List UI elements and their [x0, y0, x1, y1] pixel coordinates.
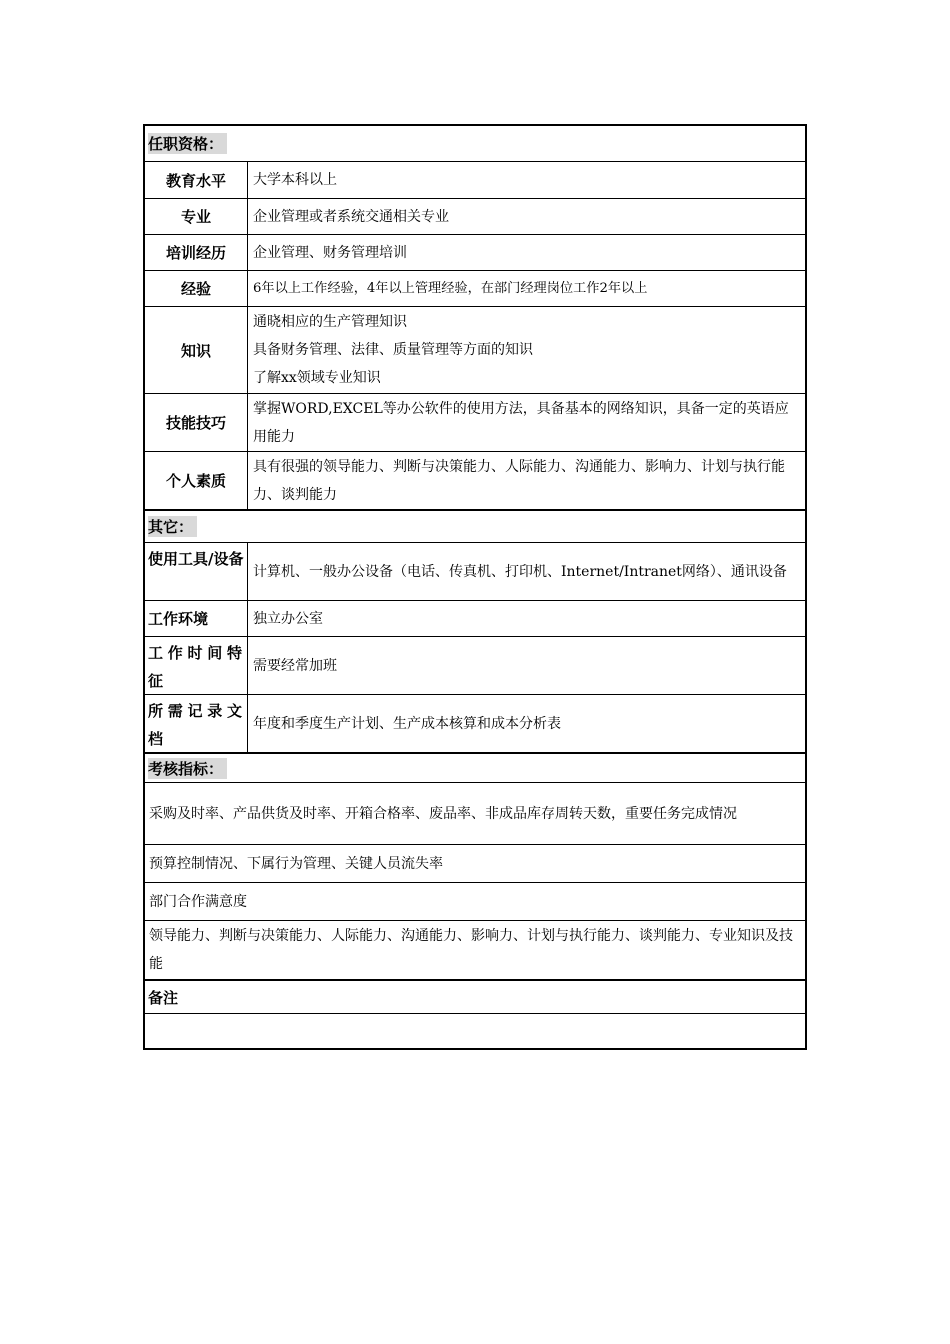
other-header: 其它： — [145, 511, 197, 542]
other-header-row — [145, 509, 805, 542]
qualifications-header: 任职资格： — [145, 126, 227, 161]
training-row — [145, 234, 805, 270]
skills-row — [145, 393, 805, 451]
education-label: 教育水平 — [145, 162, 248, 198]
assessment-item-row — [145, 844, 805, 882]
notes-value — [145, 1014, 805, 1048]
assessment-item: 领导能力、判断与决策能力、人际能力、沟通能力、影响力、计划与执行能力、谈判能力、专业知识及技能 — [149, 928, 793, 972]
experience-value: 6年以上工作经验，4年以上管理经验，在部门经理岗位工作2年以上 — [253, 280, 648, 296]
personal-quality-value: 具有很强的领导能力、判断与决策能力、人际能力、沟通能力、影响力、计划与执行能力、谈判能力 — [253, 458, 785, 503]
assessment-header-row — [145, 752, 805, 782]
tools-row — [145, 542, 805, 600]
job-description-table — [143, 124, 807, 1050]
assessment-item: 采购及时率、产品供货及时率、开箱合格率、废品率、非成品库存周转天数，重要任务完成情况 — [149, 805, 737, 822]
personal-quality-label: 个人素质 — [145, 452, 248, 509]
work-time-row — [145, 636, 805, 694]
education-value: 大学本科以上 — [253, 172, 337, 188]
skills-label: 技能技巧 — [145, 394, 248, 451]
personal-quality-row — [145, 451, 805, 509]
knowledge-row — [145, 306, 805, 393]
notes-row — [145, 1013, 805, 1048]
notes-header: 备注 — [148, 988, 179, 1007]
records-value: 年度和季度生产计划、生产成本核算和成本分析表 — [253, 715, 561, 732]
assessment-item-row — [145, 920, 805, 979]
assessment-header: 考核指标： — [145, 754, 227, 782]
major-row — [145, 198, 805, 234]
training-value: 企业管理、财务管理培训 — [253, 244, 407, 261]
tools-value: 计算机、一般办公设备（电话、传真机、打印机、Internet/Intranet网络）、通讯设备 — [253, 563, 787, 580]
knowledge-label: 知识 — [145, 307, 248, 393]
assessment-item: 部门合作满意度 — [149, 893, 247, 910]
assessment-item-row — [145, 782, 805, 844]
work-time-value: 需要经常加班 — [253, 657, 337, 674]
knowledge-value: 通晓相应的生产管理知识 具备财务管理、法律、质量管理等方面的知识 了解xx领域专业知识 — [253, 314, 533, 386]
records-row — [145, 694, 805, 752]
environment-label: 工作环境 — [145, 601, 248, 636]
experience-label: 经验 — [145, 271, 248, 306]
major-value: 企业管理或者系统交通相关专业 — [253, 208, 449, 225]
notes-header-row — [145, 979, 805, 1013]
assessment-item-row — [145, 882, 805, 920]
qualifications-header-row — [145, 126, 805, 161]
records-label: 所需记录文档 — [145, 695, 248, 752]
assessment-item: 预算控制情况、下属行为管理、关键人员流失率 — [149, 855, 443, 872]
experience-row — [145, 270, 805, 306]
environment-value: 独立办公室 — [253, 610, 323, 627]
environment-row — [145, 600, 805, 636]
work-time-label: 工作时间特征 — [145, 637, 248, 694]
education-row — [145, 161, 805, 198]
skills-value: 掌握WORD,EXCEL等办公软件的使用方法，具备基本的网络知识，具备一定的英语应用能力 — [253, 400, 789, 445]
tools-label: 使用工具/设备 — [145, 543, 248, 600]
major-label: 专业 — [145, 199, 248, 234]
training-label: 培训经历 — [145, 235, 248, 270]
